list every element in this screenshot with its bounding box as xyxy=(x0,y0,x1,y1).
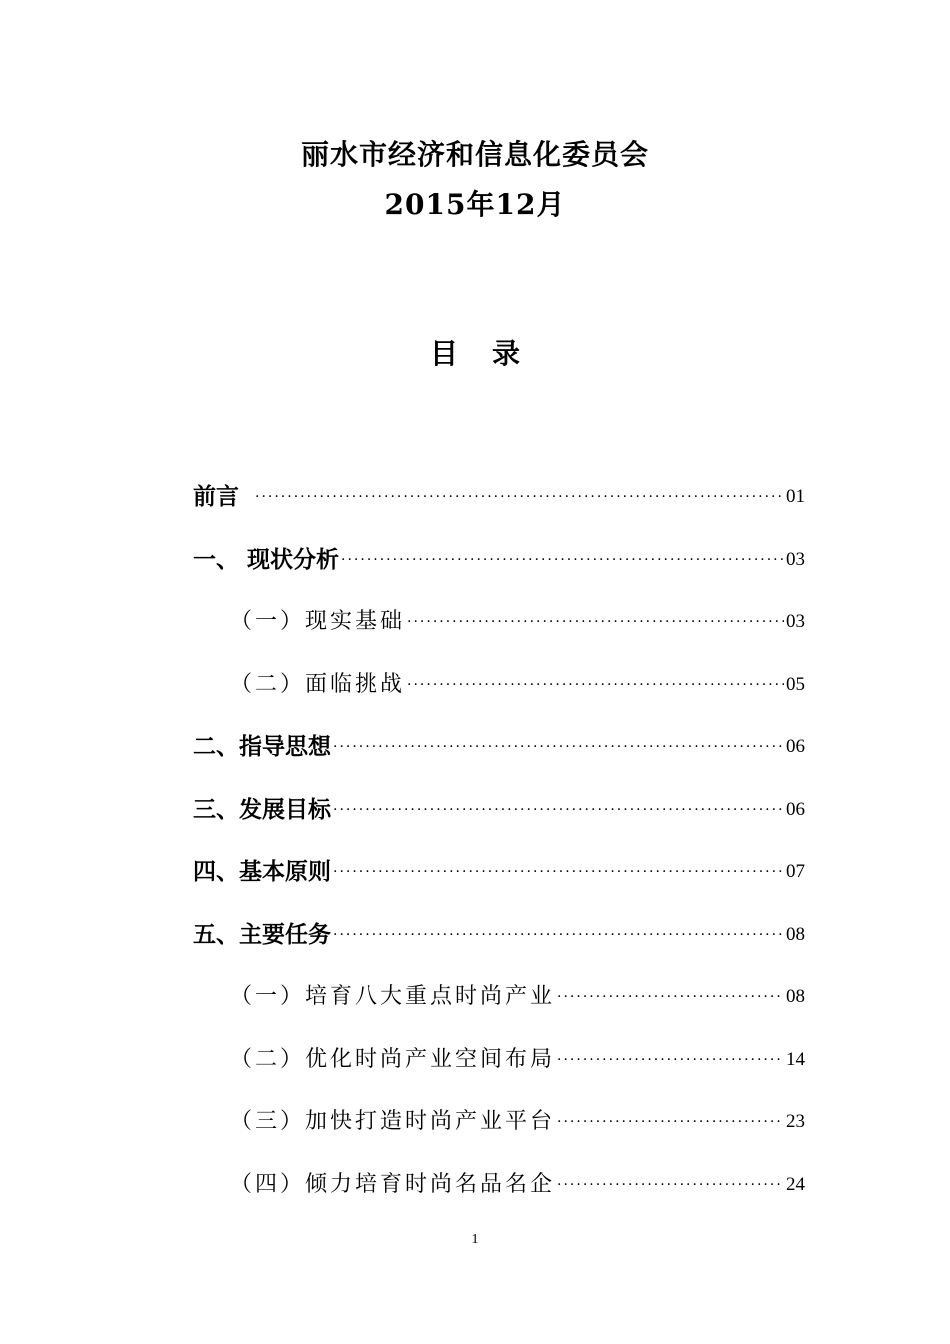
toc-entry-preface[interactable] xyxy=(193,480,805,514)
toc-leader-dots xyxy=(557,1043,784,1077)
toc-entry-page: 03 xyxy=(786,549,805,570)
toc-entry-label: 前言 xyxy=(193,483,239,510)
toc-entry-page: 24 xyxy=(786,1174,805,1195)
toc-entry-section-1-2[interactable] xyxy=(230,668,805,702)
toc-entry-page: 01 xyxy=(786,486,805,507)
toc-entry-label: 五、主要任务 xyxy=(193,921,331,948)
toc-entry-section-5-2[interactable] xyxy=(230,1043,805,1077)
toc-leader-dots xyxy=(407,668,784,702)
toc-entry-label: （二）优化时尚产业空间布局 xyxy=(230,1047,556,1072)
toc-entry-label: 三、发展目标 xyxy=(193,796,331,823)
toc-entry-page: 06 xyxy=(786,736,805,757)
toc-entry-page: 06 xyxy=(786,799,805,820)
toc-entry-page: 08 xyxy=(786,986,805,1007)
toc-entry-section-4[interactable] xyxy=(193,855,805,889)
toc-entry-page: 05 xyxy=(786,674,805,695)
toc-leader-dots xyxy=(557,1168,784,1202)
toc-entry-page: 14 xyxy=(786,1049,805,1070)
toc-entry-page: 07 xyxy=(786,861,805,882)
toc-entry-section-5-1[interactable] xyxy=(230,980,805,1014)
toc-entry-section-5[interactable] xyxy=(193,918,805,952)
toc-leader-dots xyxy=(333,918,784,952)
toc-entry-page: 08 xyxy=(786,924,805,945)
toc-entry-page: 03 xyxy=(786,611,805,632)
document-date: 2015年12月 xyxy=(384,188,566,221)
toc-leader-dots xyxy=(255,480,784,514)
toc-entry-section-3[interactable] xyxy=(193,793,805,827)
toc-entry-section-1-1[interactable] xyxy=(230,605,805,639)
toc-leader-dots xyxy=(341,543,784,577)
toc-leader-dots xyxy=(333,730,784,764)
toc-leader-dots xyxy=(333,855,784,889)
toc-entry-label: （一）培育八大重点时尚产业 xyxy=(230,984,556,1009)
toc-entry-section-2[interactable] xyxy=(193,730,805,764)
toc-entry-label: （四）倾力培育时尚名品名企 xyxy=(230,1172,556,1197)
toc-leader-dots xyxy=(407,605,784,639)
page-number: 1 xyxy=(471,1232,479,1247)
toc-entry-label: 二、指导思想 xyxy=(193,733,331,760)
toc-entry-label: 四、基本原则 xyxy=(193,858,331,885)
toc-title: 目录 xyxy=(429,337,554,370)
toc-entry-section-5-4[interactable] xyxy=(230,1168,805,1202)
toc-leader-dots xyxy=(557,980,784,1014)
toc-entry-section-5-3[interactable] xyxy=(230,1105,805,1139)
organization-name: 丽水市经济和信息化委员会 xyxy=(300,138,649,171)
toc-entry-label: （一）现实基础 xyxy=(230,609,406,634)
toc-entry-section-1[interactable] xyxy=(193,543,805,577)
toc-entry-label: 一、 现状分析 xyxy=(193,546,340,573)
toc-leader-dots xyxy=(333,793,784,827)
toc-entry-page: 23 xyxy=(786,1111,805,1132)
toc-entry-label: （三）加快打造时尚产业平台 xyxy=(230,1109,556,1134)
toc-entry-label: （二）面临挑战 xyxy=(230,672,406,697)
toc-leader-dots xyxy=(557,1105,784,1139)
